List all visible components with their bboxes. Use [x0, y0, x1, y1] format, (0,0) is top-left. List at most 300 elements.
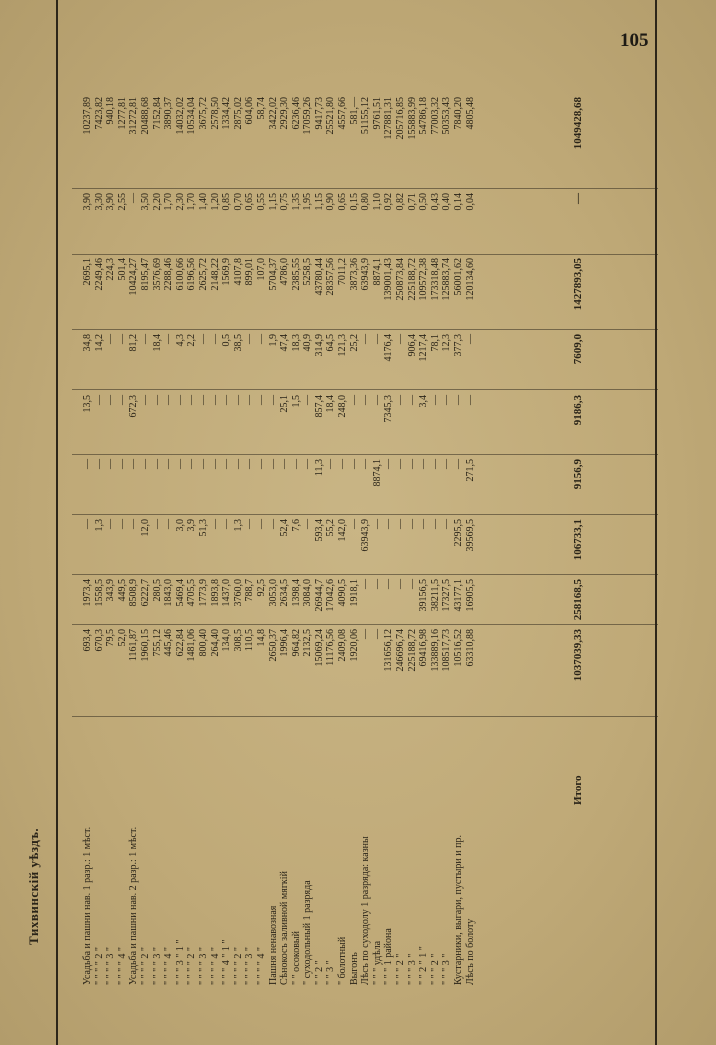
table-cell: 1920,06 [348, 629, 360, 662]
data-column [82, 334, 476, 388]
table-cell: 17059,26 [302, 97, 314, 135]
table-cell: — [139, 459, 151, 469]
table-cell: — [395, 459, 407, 469]
row-label: " " " 3 " 1 " [174, 939, 186, 985]
table-cell: — [197, 334, 209, 344]
table-cell: — [348, 395, 360, 405]
table-cell: 271,5 [464, 459, 476, 482]
table-cell: 1569,9 [221, 258, 233, 286]
table-cell: 81,2 [128, 334, 140, 352]
column-divider [72, 254, 658, 255]
table-cell: 4,3 [174, 334, 186, 347]
row-label: " " " " 4 " [255, 947, 267, 985]
table-cell: 9761,51 [371, 97, 383, 130]
table-cell: — [93, 395, 105, 405]
table-cell: 12,0 [139, 519, 151, 537]
table-cell: 445,46 [163, 629, 175, 657]
table-cell: — [174, 395, 186, 405]
table-cell: — [441, 459, 453, 469]
table-cell: 7011,2 [337, 258, 349, 286]
table-cell: 1437,0 [221, 579, 233, 607]
table-cell: 14,8 [255, 629, 267, 647]
table-cell: — [244, 395, 256, 405]
table-cell: 18,4 [325, 395, 337, 413]
table-cell: — [139, 395, 151, 405]
row-label: " " " " 3 " [197, 947, 209, 985]
table-cell: 14,2 [93, 334, 105, 352]
table-cell: 1,3 [232, 519, 244, 532]
table-cell: — [232, 395, 244, 405]
table-cell: — [453, 459, 464, 469]
district-title: Тихвинскій уѣздъ. [26, 827, 41, 945]
table-cell: 2385,55 [290, 258, 302, 291]
table-cell: — [232, 459, 244, 469]
table-cell: 899,01 [244, 258, 256, 286]
table-cell: 120134,60 [464, 258, 476, 301]
table-cell: 6100,66 [174, 258, 186, 291]
table-cell: — [418, 519, 430, 529]
table-cell: 2409,08 [337, 629, 349, 662]
table-cell: 4557,66 [337, 97, 349, 130]
table-cell: 7152,84 [151, 97, 163, 130]
table-cell: 26944,7 [313, 579, 325, 612]
table-cell: — [244, 334, 256, 344]
row-label: Лѣсъ по суходолу 1 разряда: казны [360, 836, 372, 985]
table-cell: 604,06 [244, 97, 256, 125]
column-divider [72, 574, 658, 575]
table-cell: — [163, 459, 175, 469]
row-label: " " " " 2 " [186, 947, 198, 985]
row-label: " " " 4 " 1 " [221, 939, 233, 985]
row-label: Усадьба и пашни нав. 1 разр.: 1 мѣст. [82, 826, 93, 985]
table-cell: 593,4 [313, 519, 325, 542]
table-cell: 43780,44 [313, 258, 325, 296]
table-cell: 125883,74 [441, 258, 453, 301]
table-cell: 1,35 [290, 193, 302, 211]
table-cell: — [209, 459, 221, 469]
table-cell: 1918,1 [348, 579, 360, 607]
table-cell: — [244, 519, 256, 529]
table-cell: 92,5 [255, 579, 267, 597]
table-cell: 1481,06 [186, 629, 198, 662]
table-cell: — [441, 519, 453, 529]
table-cell: 0,04 [464, 193, 476, 211]
table-cell: 127881,31 [383, 97, 395, 140]
table-cell: 964,82 [290, 629, 302, 657]
table-cell: 280,5 [151, 579, 163, 602]
table-cell: 31272,81 [128, 97, 140, 135]
table-cell: — [116, 395, 128, 405]
row-label: " " " 1 района [383, 928, 395, 985]
table-cell: 7423,82 [93, 97, 105, 130]
column-divider [72, 188, 658, 189]
table-cell: 1217,4 [418, 334, 430, 362]
table-cell: — [395, 395, 407, 405]
table-cell: 7840,20 [453, 97, 464, 130]
table-cell: 1,3 [93, 519, 105, 532]
table-cell: 134,0 [221, 629, 233, 652]
table-cell: 13,5 [82, 395, 93, 413]
row-label: " " " 3 " [441, 953, 453, 985]
table-cell: 51155,12 [360, 97, 372, 135]
row-label: " " " " 3 " [151, 947, 163, 985]
table-cell: 54786,18 [418, 97, 430, 135]
table-cell: — [186, 459, 198, 469]
table-cell: 17042,6 [325, 579, 337, 612]
table-cell: — [453, 395, 464, 405]
table-cell: 1,20 [209, 193, 221, 211]
table-cell: — [337, 459, 349, 469]
table-cell: 39569,5 [464, 519, 476, 552]
table-cell: — [267, 395, 279, 405]
row-labels [82, 720, 476, 985]
table-cell: — [221, 459, 233, 469]
table-cell: 672,3 [128, 395, 140, 418]
column-divider [72, 454, 658, 455]
row-label: " " " " 2 " [139, 947, 151, 985]
table-cell: 10516,52 [453, 629, 464, 667]
row-label: " " " 3 " [406, 953, 418, 985]
table-cell: — [128, 459, 140, 469]
table-cell: 1,40 [197, 193, 209, 211]
table-cell: 78,1 [429, 334, 441, 352]
table-cell: 18,3 [290, 334, 302, 352]
table-cell: 693,4 [82, 629, 93, 652]
table-cell: 0,90 [325, 193, 337, 211]
table-cell: 121,3 [337, 334, 349, 357]
table-cell: 107,0 [255, 258, 267, 281]
table-cell: 55,2 [325, 519, 337, 537]
table-cell: 63310,88 [464, 629, 476, 667]
table-cell: 0,65 [244, 193, 256, 211]
table-cell: — [360, 579, 372, 589]
table-cell: 52,4 [279, 519, 291, 537]
table-cell: 3084,0 [302, 579, 314, 607]
table-cell: 2695,1 [82, 258, 93, 286]
table-cell: 3053,0 [267, 579, 279, 607]
table-cell: 1,10 [371, 193, 383, 211]
table-cell: 3576,69 [151, 258, 163, 291]
table-cell: — [163, 519, 175, 529]
table-cell: — [429, 519, 441, 529]
table-cell: — [186, 395, 198, 405]
table-cell: 0,85 [221, 193, 233, 211]
table-cell: 3,90 [82, 193, 93, 211]
table-cell: — [395, 519, 407, 529]
table-cell: 788,7 [244, 579, 256, 602]
row-label: " " " 2 " [395, 953, 407, 985]
table-cell: 225188,72 [406, 258, 418, 301]
table-cell: — [360, 629, 372, 639]
total-label: Итого [572, 775, 584, 805]
table-cell: 133889,16 [429, 629, 441, 672]
table-cell: 248,0 [337, 395, 349, 418]
table-cell: 108517,73 [441, 629, 453, 672]
total-cell: 106733,1 [572, 519, 584, 561]
table-cell: 10424,27 [128, 258, 140, 296]
table-cell: 3760,0 [232, 579, 244, 607]
row-label: " суходольный 1 разряда [302, 880, 314, 985]
table-cell: — [290, 459, 302, 469]
column-divider [72, 514, 658, 515]
table-cell: — [209, 334, 221, 344]
table-cell: 670,3 [93, 629, 105, 652]
table-cell: 34,8 [82, 334, 93, 352]
table-cell: 142,0 [337, 519, 349, 542]
row-label: " " " 2 " [429, 953, 441, 985]
table-cell: 205716,85 [395, 97, 407, 140]
table-cell: — [255, 459, 267, 469]
table-cell: — [464, 395, 476, 405]
table-cell: 11176,56 [325, 629, 337, 666]
table-cell: — [464, 334, 476, 344]
table-cell: 2295,5 [453, 519, 464, 547]
total-cell: 7609,0 [572, 334, 584, 365]
table-cell: 225188,72 [406, 629, 418, 672]
table-cell: — [151, 519, 163, 529]
table-cell: 11,3 [313, 459, 325, 477]
row-label: " " 2 " [313, 960, 325, 985]
table-cell: — [302, 519, 314, 529]
table-cell: 4786,0 [279, 258, 291, 286]
table-cell: 3873,36 [348, 258, 360, 291]
table-cell: — [82, 459, 93, 469]
table-cell: — [139, 334, 151, 344]
table-cell: — [174, 459, 186, 469]
table-cell: 63943,9 [360, 258, 372, 291]
table-cell: — [116, 519, 128, 529]
table-cell: 1558,5 [93, 579, 105, 607]
table-cell: 2929,30 [279, 97, 291, 130]
table-cell: 1,9 [267, 334, 279, 347]
row-label: " " " " 2 " [232, 947, 244, 985]
table-cell: 1893,8 [209, 579, 221, 607]
row-label: " " " " 4 " [163, 947, 175, 985]
row-label: " " 3 " [325, 960, 337, 985]
table-cell: 0,65 [337, 193, 349, 211]
total-cell: 1427893,05 [572, 258, 584, 311]
table-cell: 0,50 [418, 193, 430, 211]
table-cell: — [244, 459, 256, 469]
column-divider [72, 624, 658, 625]
table-cell: 25521,80 [325, 97, 337, 135]
table-cell: 0,43 [429, 193, 441, 211]
table-cell: 6196,56 [186, 258, 198, 291]
table-cell: — [279, 459, 291, 469]
table-cell: — [429, 459, 441, 469]
column-divider [72, 389, 658, 390]
table-cell: 39156,5 [418, 579, 430, 612]
table-cell: 1,15 [313, 193, 325, 211]
table-cell: 3,90 [105, 193, 117, 211]
row-label: " " " " 4 " [116, 947, 128, 985]
row-label: Усадьба и пашни нав. 2 разр.: 1 мѣст. [128, 826, 140, 985]
table-cell: 1161,87 [128, 629, 140, 662]
table-cell: 28357,56 [325, 258, 337, 296]
table-cell: 6222,7 [139, 579, 151, 607]
table-cell: — [406, 519, 418, 529]
table-cell: — [348, 459, 360, 469]
table-cell: 449,5 [116, 579, 128, 602]
total-cell: 9186,3 [572, 395, 584, 426]
table-cell: 69416,98 [418, 629, 430, 667]
table-cell: — [302, 395, 314, 405]
row-label: " " " " 2 " [93, 947, 105, 985]
table-cell: 3890,37 [163, 97, 175, 130]
table-cell: — [93, 459, 105, 469]
table-cell: 1,95 [302, 193, 314, 211]
table-cell: 0,75 [279, 193, 291, 211]
table-cell: — [418, 459, 430, 469]
table-cell: 1773,9 [197, 579, 209, 607]
table-cell: 15069,24 [313, 629, 325, 667]
table-cell: 64,5 [325, 334, 337, 352]
table-cell: — [383, 459, 395, 469]
row-label: " " " удѣла [371, 940, 383, 985]
table-cell: 1,70 [186, 193, 198, 211]
table-cell: 0,14 [453, 193, 464, 211]
table-cell: 224,3 [105, 258, 117, 281]
table-cell: — [395, 579, 407, 589]
row-label: " " " " 3 " [244, 947, 256, 985]
total-cell: 258168,5 [572, 579, 584, 621]
table-cell: 4090,5 [337, 579, 349, 607]
table-cell: 58,74 [255, 97, 267, 120]
data-column [82, 395, 476, 453]
table-cell: 2,55 [116, 193, 128, 211]
table-cell: — [360, 395, 372, 405]
table-cell: 18,4 [151, 334, 163, 352]
table-cell: 5258,5 [302, 258, 314, 286]
table-cell: — [383, 579, 395, 589]
column-divider [72, 716, 658, 717]
table-cell: 25,2 [348, 334, 360, 352]
table-cell: — [348, 519, 360, 529]
table-cell: — [209, 519, 221, 529]
table-cell: — [371, 579, 383, 589]
table-cell: 8195,47 [139, 258, 151, 291]
table-cell: 4107,8 [232, 258, 244, 286]
table-cell: 308,5 [232, 629, 244, 652]
table-cell: 246696,74 [395, 629, 407, 672]
table-cell: 1973,4 [82, 579, 93, 607]
table-cell: 2,30 [174, 193, 186, 211]
row-label: " болотный [337, 936, 349, 985]
table-cell: — [163, 395, 175, 405]
table-cell: 52,0 [116, 629, 128, 647]
table-cell: — [197, 459, 209, 469]
table-cell: 0,5 [221, 334, 233, 347]
table-cell: 2,20 [151, 193, 163, 211]
data-column [82, 97, 476, 187]
table-cell: 12,3 [441, 334, 453, 352]
table-cell: 7,6 [290, 519, 302, 532]
table-cell: 40,9 [302, 334, 314, 352]
table-cell: 16905,5 [464, 579, 476, 612]
table-cell: — [255, 334, 267, 344]
total-cell: 9156,9 [572, 459, 584, 490]
table-cell: 264,40 [209, 629, 221, 657]
table-cell: 1334,42 [221, 97, 233, 130]
table-cell: — [128, 193, 140, 203]
table-cell: — [221, 519, 233, 529]
table-cell: — [105, 395, 117, 405]
table-cell: 2650,37 [267, 629, 279, 662]
table-cell: 8874,1 [371, 258, 383, 286]
data-column [82, 579, 476, 623]
table-cell: 2132,5 [302, 629, 314, 657]
table-cell: — [371, 629, 383, 639]
table-cell: 2288,46 [163, 258, 175, 291]
table-cell: — [128, 519, 140, 529]
table-cell: — [151, 459, 163, 469]
table-cell: 79,5 [105, 629, 117, 647]
table-cell: 800,40 [197, 629, 209, 657]
table-cell: 139001,43 [383, 258, 395, 301]
table-cell: — [371, 334, 383, 344]
row-label: Пашня ненавозная [267, 905, 279, 985]
table-cell: 56001,62 [453, 258, 464, 296]
table-cell: 10534,04 [186, 97, 198, 135]
table-cell: 0,82 [395, 193, 407, 211]
table-cell: 2148,22 [209, 258, 221, 291]
table-cell: 17327,5 [441, 579, 453, 612]
table-cell: 857,4 [313, 395, 325, 418]
table-cell: 0,40 [441, 193, 453, 211]
table-cell: — [325, 459, 337, 469]
table-cell: 47,4 [279, 334, 291, 352]
table-cell: 8874,1 [371, 459, 383, 487]
row-label: Лѣсъ по болоту [464, 918, 476, 985]
data-column [82, 258, 476, 328]
table-cell: 77003,32 [429, 97, 441, 135]
table-cell: 3,4 [418, 395, 430, 408]
table-cell: 3,50 [139, 193, 151, 211]
table-cell: 20488,68 [139, 97, 151, 135]
table-cell: — [406, 459, 418, 469]
table-cell: — [163, 334, 175, 344]
table-cell: 9417,73 [313, 97, 325, 130]
table-cell: 50353,43 [441, 97, 453, 135]
table-cell: — [209, 395, 221, 405]
table-cell: 501,4 [116, 258, 128, 281]
row-label: " " " " 3 " [105, 947, 117, 985]
table-cell: 906,4 [406, 334, 418, 357]
table-cell: — [360, 334, 372, 344]
table-cell: — [255, 519, 267, 529]
table-cell: 377,3 [453, 334, 464, 357]
table-cell: 25,1 [279, 395, 291, 413]
table-cell: 0,15 [348, 193, 360, 211]
row-label: " " 2 " 1 " [418, 946, 430, 985]
table-cell: 2249,46 [93, 258, 105, 291]
table-cell: 2625,72 [197, 258, 209, 291]
table-cell: 4805,48 [464, 97, 476, 130]
table-cell: 1,70 [163, 193, 175, 211]
table-cell: 0,55 [255, 193, 267, 211]
table-cell: 5469,4 [174, 579, 186, 607]
table-cell: 343,9 [105, 579, 117, 602]
table-cell: 2578,50 [209, 97, 221, 130]
table-cell: 131656,12 [383, 629, 395, 672]
total-cell: 1049428,68 [572, 97, 584, 150]
data-column [82, 459, 476, 513]
table-cell: — [371, 395, 383, 405]
table-cell: — [116, 459, 128, 469]
table-cell: 0,92 [383, 193, 395, 211]
table-cell: 1277,81 [116, 97, 128, 130]
table-cell: — [267, 459, 279, 469]
